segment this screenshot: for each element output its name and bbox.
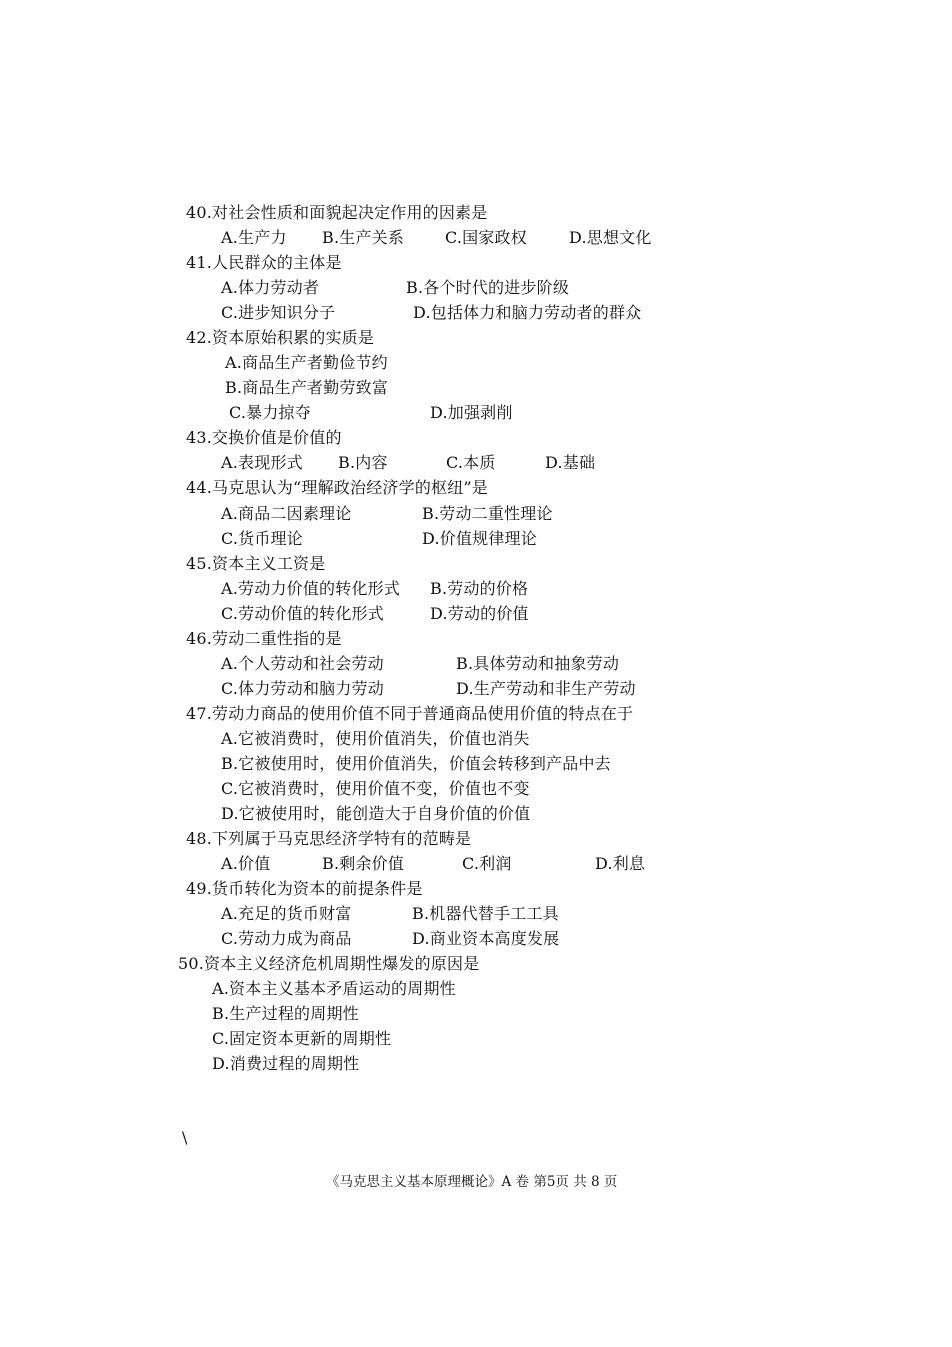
option-b: B.生产过程的周期性: [212, 1004, 359, 1023]
option-c: C.货币理论: [221, 529, 303, 548]
option-b: B.它被使用时，使用价值消失，价值会转移到产品中去: [221, 754, 611, 773]
option-d: D.包括体力和脑力劳动者的群众: [413, 303, 642, 322]
option-a: A.商品生产者勤俭节约: [225, 353, 388, 372]
question-stem: 49.货币转化为资本的前提条件是: [186, 879, 423, 898]
option-b: B.剩余价值: [322, 854, 405, 873]
stray-mark: \: [182, 1128, 188, 1147]
option-d: D.价值规律理论: [422, 529, 537, 548]
option-d: D.商业资本高度发展: [412, 929, 560, 948]
question-stem: 43.交换价值是价值的: [186, 428, 342, 447]
option-c: C.劳动力成为商品: [221, 929, 352, 948]
option-a: A.生产力: [221, 228, 287, 247]
question-stem: 47.劳动力商品的使用价值不同于普通商品使用价值的特点在于: [186, 704, 634, 723]
option-d: D.加强剥削: [430, 403, 513, 422]
option-b: B.劳动二重性理论: [422, 504, 553, 523]
question-stem: 42.资本原始积累的实质是: [186, 328, 375, 347]
option-a: A.价值: [221, 854, 271, 873]
option-a: A.它被消费时，使用价值消失，价值也消失: [221, 729, 530, 748]
option-a: A.充足的货币财富: [221, 904, 352, 923]
option-c: C.劳动价值的转化形式: [221, 604, 384, 623]
option-b: B.具体劳动和抽象劳动: [456, 654, 620, 673]
question-stem: 44.马克思认为“理解政治经济学的枢纽”是: [186, 478, 489, 497]
option-d: D.劳动的价值: [430, 604, 529, 623]
question-stem: 45.资本主义工资是: [186, 554, 326, 573]
option-a: A.体力劳动者: [221, 278, 320, 297]
option-a: A.表现形式: [221, 453, 303, 472]
option-b: B.劳动的价格: [430, 579, 529, 598]
option-c: C.体力劳动和脑力劳动: [221, 679, 384, 698]
option-c: C.利润: [462, 854, 512, 873]
option-c: C.暴力掠夺: [229, 403, 311, 422]
option-c: C.进步知识分子: [221, 303, 336, 322]
question-stem: 40.对社会性质和面貌起决定作用的因素是: [186, 203, 488, 222]
option-c: C.国家政权: [445, 228, 527, 247]
page-footer: 《马克思主义基本原理概论》A 卷 第5页 共 8 页: [326, 1174, 618, 1190]
option-d: D.思想文化: [569, 228, 652, 247]
option-d: D.利息: [595, 854, 646, 873]
option-b: B.生产关系: [322, 228, 405, 247]
option-d: D.基础: [545, 453, 596, 472]
question-stem: 46.劳动二重性指的是: [186, 629, 342, 648]
option-b: B.机器代替手工工具: [412, 904, 559, 923]
option-b: B.商品生产者勤劳致富: [225, 378, 389, 397]
option-d: D.它被使用时，能创造大于自身价值的价值: [221, 804, 531, 823]
question-stem: 48.下列属于马克思经济学特有的范畴是: [186, 829, 472, 848]
option-b: B.各个时代的进步阶级: [406, 278, 570, 297]
option-d: D.生产劳动和非生产劳动: [456, 679, 636, 698]
option-c: C.本质: [446, 453, 496, 472]
option-a: A.资本主义基本矛盾运动的周期性: [212, 979, 456, 998]
option-a: A.个人劳动和社会劳动: [221, 654, 384, 673]
option-c: C.固定资本更新的周期性: [212, 1029, 392, 1048]
option-c: C.它被消费时，使用价值不变，价值也不变: [221, 779, 530, 798]
option-b: B.内容: [338, 453, 388, 472]
question-stem: 50.资本主义经济危机周期性爆发的原因是: [178, 954, 480, 973]
option-d: D.消费过程的周期性: [212, 1054, 360, 1073]
option-a: A.商品二因素理论: [221, 504, 352, 523]
question-stem: 41.人民群众的主体是: [186, 253, 342, 272]
option-a: A.劳动力价值的转化形式: [221, 579, 401, 598]
